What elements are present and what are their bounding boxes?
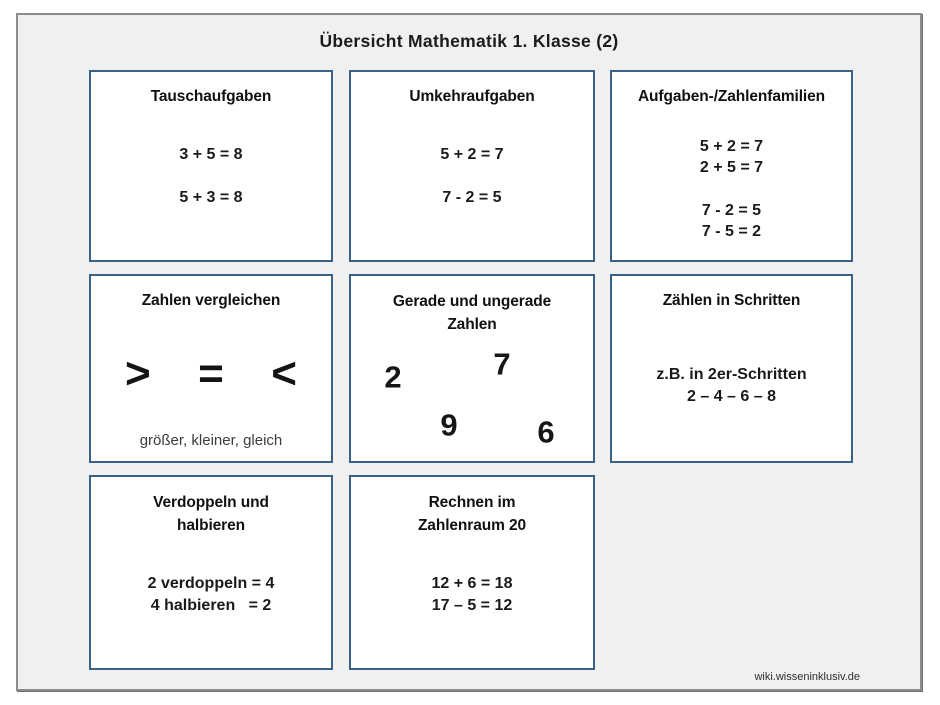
scattered-number: 9 xyxy=(440,407,458,443)
comparison-caption: größer, kleiner, gleich xyxy=(139,432,283,449)
box-title: Umkehraufgaben xyxy=(409,88,535,105)
scattered-number: 7 xyxy=(493,346,511,382)
example-line: z.B. in 2er-Schritten xyxy=(656,366,807,383)
source-url: wiki.wisseninklusiv.de xyxy=(754,671,860,683)
box-title: Aufgaben-/Zahlenfamilien xyxy=(637,88,826,105)
equals-symbol: = xyxy=(198,349,224,398)
box-title: Rechnen im Zahlenraum 20 xyxy=(417,494,527,534)
equation-line: 7 - 5 = 2 xyxy=(701,223,762,240)
box-title: Zählen in Schritten xyxy=(662,292,801,309)
equation-line: 17 – 5 = 12 xyxy=(431,597,513,614)
box-title: Gerade und ungerade Zahlen xyxy=(392,293,552,333)
box-gerade-ungerade xyxy=(349,274,595,463)
box-umkehraufgaben xyxy=(349,70,595,262)
equation-line: 7 - 2 = 5 xyxy=(442,189,502,206)
equation-line: 2 verdoppeln = 4 xyxy=(147,575,275,592)
box-zaehlen-in-schritten xyxy=(610,274,853,463)
comparison-symbols xyxy=(91,348,331,400)
equation-line: 2 + 5 = 7 xyxy=(699,159,764,176)
example-line: 2 – 4 – 6 – 8 xyxy=(687,388,776,405)
box-title: Verdoppeln und halbieren xyxy=(153,494,269,534)
worksheet-frame xyxy=(16,13,922,691)
box-title: Tauschaufgaben xyxy=(150,88,272,105)
equation-line: 12 + 6 = 18 xyxy=(431,575,513,592)
less-than-symbol: < xyxy=(271,349,297,398)
equation-line: 5 + 3 = 8 xyxy=(179,189,243,206)
box-verdoppeln-halbieren xyxy=(89,475,333,670)
box-zahlenraum-20 xyxy=(349,475,595,670)
equation-line: 3 + 5 = 8 xyxy=(179,146,243,163)
box-zahlenfamilien xyxy=(610,70,853,262)
equation-line: 7 - 2 = 5 xyxy=(701,202,762,219)
scattered-number: 2 xyxy=(384,359,402,395)
equation-line: 5 + 2 = 7 xyxy=(440,146,504,163)
box-tauschaufgaben xyxy=(89,70,333,262)
greater-than-symbol: > xyxy=(125,349,151,398)
equation-line: 4 halbieren = 2 xyxy=(150,597,272,614)
box-zahlen-vergleichen xyxy=(89,274,333,463)
equation-line: 5 + 2 = 7 xyxy=(699,138,764,155)
scattered-number: 6 xyxy=(537,414,555,450)
page-title: Übersicht Mathematik 1. Klasse (2) xyxy=(319,31,619,51)
box-title: Zahlen vergleichen xyxy=(141,292,281,309)
